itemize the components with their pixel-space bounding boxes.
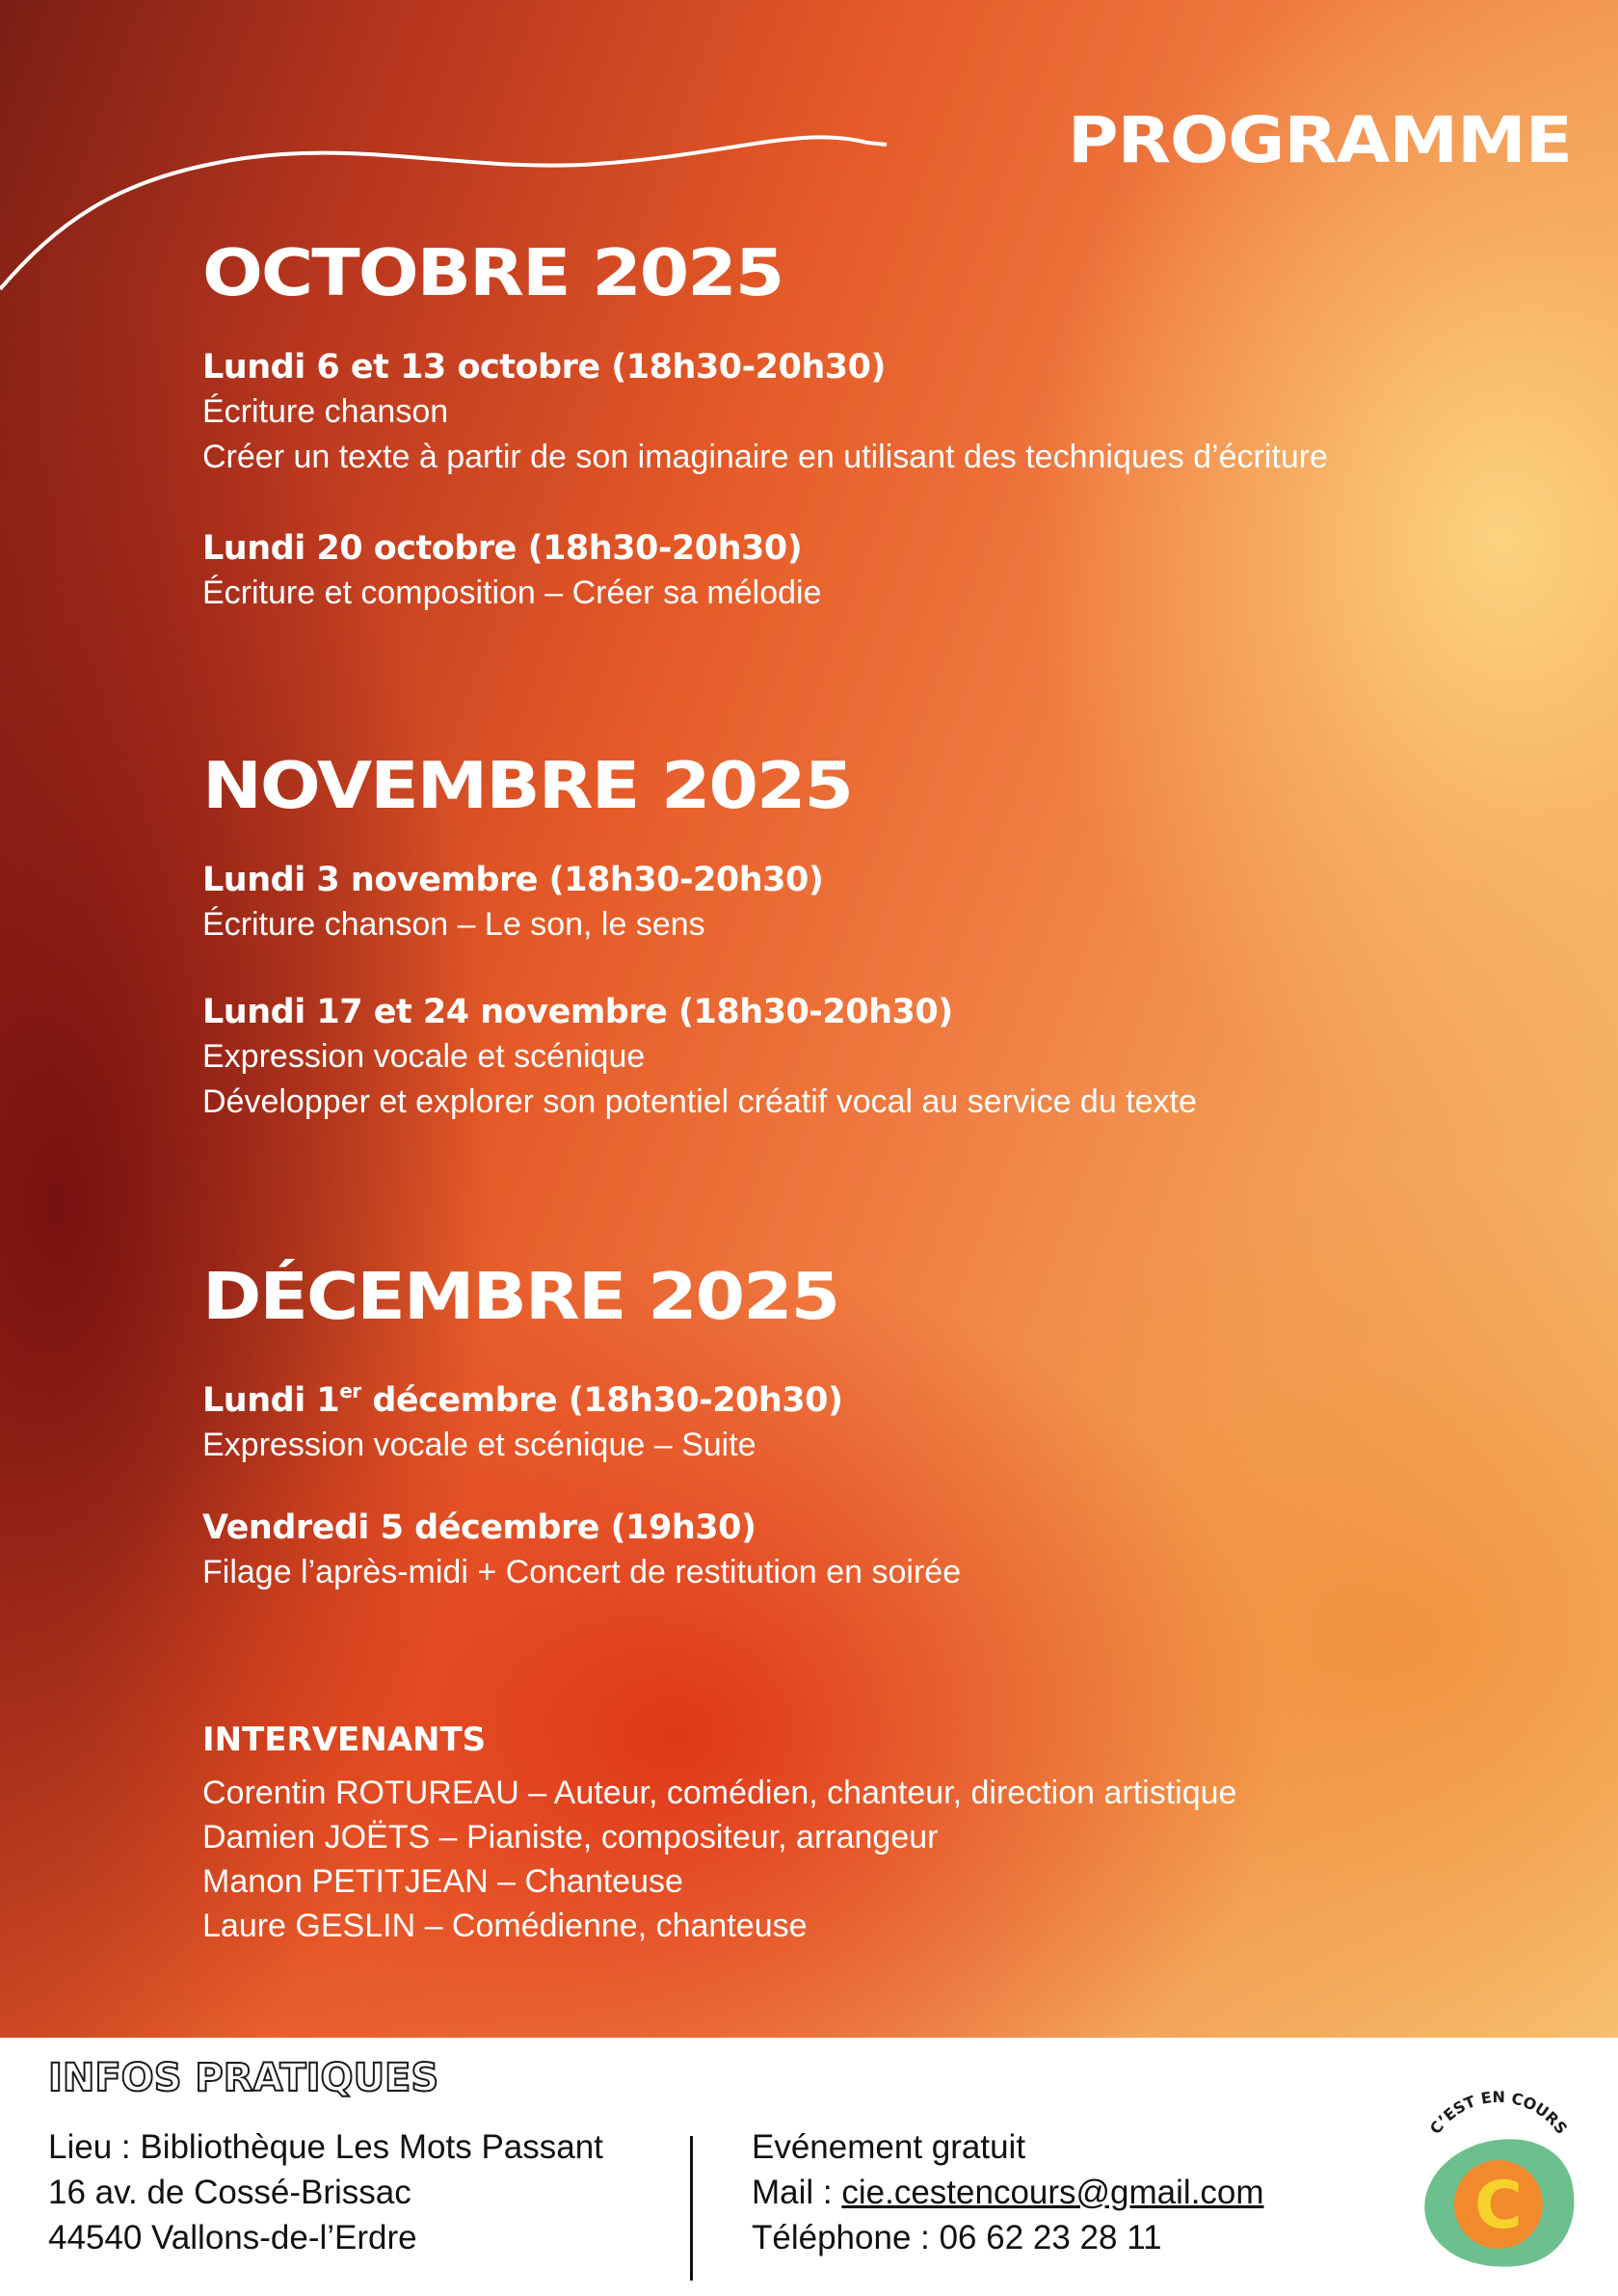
- event-date: Lundi 6 et 13 octobre (18h30-20h30): [202, 348, 886, 387]
- speaker-item: Corentin ROTUREAU – Auteur, comédien, chanteur, direction artistique: [202, 1775, 1237, 1811]
- event-date: [202, 1369, 1552, 1423]
- event-description: Développer et explorer son potentiel créatif vocal au service du texte: [202, 1083, 1197, 1120]
- month-heading: DÉCEMBRE 2025: [202, 1259, 839, 1334]
- event-item: [202, 1506, 1552, 1595]
- address-line: 16 av. de Cossé-Brissac: [48, 2174, 411, 2211]
- event-item: [202, 345, 1552, 480]
- event-title: Filage l’après-midi + Concert de restitution en soirée: [202, 1554, 962, 1590]
- location-block: [48, 2124, 603, 2260]
- event-date: Lundi 17 et 24 novembre (18h30-20h30): [202, 993, 953, 1031]
- event-item: [202, 858, 1552, 948]
- mail-line: [752, 2170, 1264, 2215]
- logo-text: [1426, 2088, 1571, 2138]
- event-date: Vendredi 5 décembre (19h30): [202, 1508, 756, 1547]
- speakers-section: [202, 1721, 1236, 1948]
- event-description: Créer un texte à partir de son imaginaire en utilisant des techniques d’écriture: [202, 439, 1328, 475]
- logo-arc-text: C’EST EN COURS: [1425, 2087, 1572, 2138]
- footer-title: INFOS PRATIQUES: [48, 2056, 439, 2100]
- event-title: Expression vocale et scénique: [202, 1038, 646, 1075]
- speaker-item: Damien JOËTS – Pianiste, compositeur, arrangeur: [202, 1819, 939, 1855]
- footer-divider: [690, 2136, 693, 2281]
- month-october: [202, 235, 1328, 611]
- month-heading: NOVEMBRE 2025: [202, 748, 852, 823]
- event-date-superscript: er: [339, 1379, 361, 1402]
- poster-title: PROGRAMME: [1067, 102, 1572, 177]
- speaker-item: Laure GESLIN – Comédienne, chanteuse: [202, 1908, 808, 1944]
- event-item: [202, 1369, 1552, 1468]
- event-title: Écriture chanson: [202, 393, 449, 430]
- logo-letter: C: [1474, 2168, 1523, 2244]
- event-item: [202, 526, 1552, 616]
- city-line: 44540 Vallons-de-l’Erdre: [48, 2219, 417, 2256]
- decorative-swoosh: [0, 0, 1618, 386]
- practical-info-footer: [0, 2038, 1618, 2296]
- email-link[interactable]: cie.cestencours@gmail.com: [841, 2174, 1264, 2211]
- event-date-start: Lundi 1: [202, 1381, 340, 1420]
- event-title: Écriture chanson – Le son, le sens: [202, 906, 705, 943]
- month-november: [202, 748, 1197, 1120]
- speakers-title: INTERVENANTS: [202, 1721, 487, 1759]
- event-date: Lundi 3 novembre (18h30-20h30): [202, 861, 824, 899]
- month-heading: OCTOBRE 2025: [202, 235, 783, 310]
- free-event-text: Evénement gratuit: [752, 2128, 1026, 2166]
- mail-label: Mail :: [752, 2174, 842, 2211]
- location-line: Lieu : Bibliothèque Les Mots Passant: [48, 2128, 603, 2166]
- contact-block: [752, 2124, 1264, 2260]
- company-logo: [1402, 2048, 1595, 2280]
- event-date: Lundi 20 octobre (18h30-20h30): [202, 529, 803, 568]
- event-date-end: décembre (18h30-20h30): [360, 1381, 843, 1420]
- event-item: [202, 990, 1552, 1125]
- phone-line: Téléphone : 06 62 23 28 11: [752, 2219, 1162, 2256]
- month-december: [202, 1259, 962, 1590]
- event-title: Expression vocale et scénique – Suite: [202, 1427, 756, 1463]
- speaker-item: Manon PETITJEAN – Chanteuse: [202, 1863, 683, 1900]
- event-title: Écriture et composition – Créer sa mélodie: [202, 574, 822, 611]
